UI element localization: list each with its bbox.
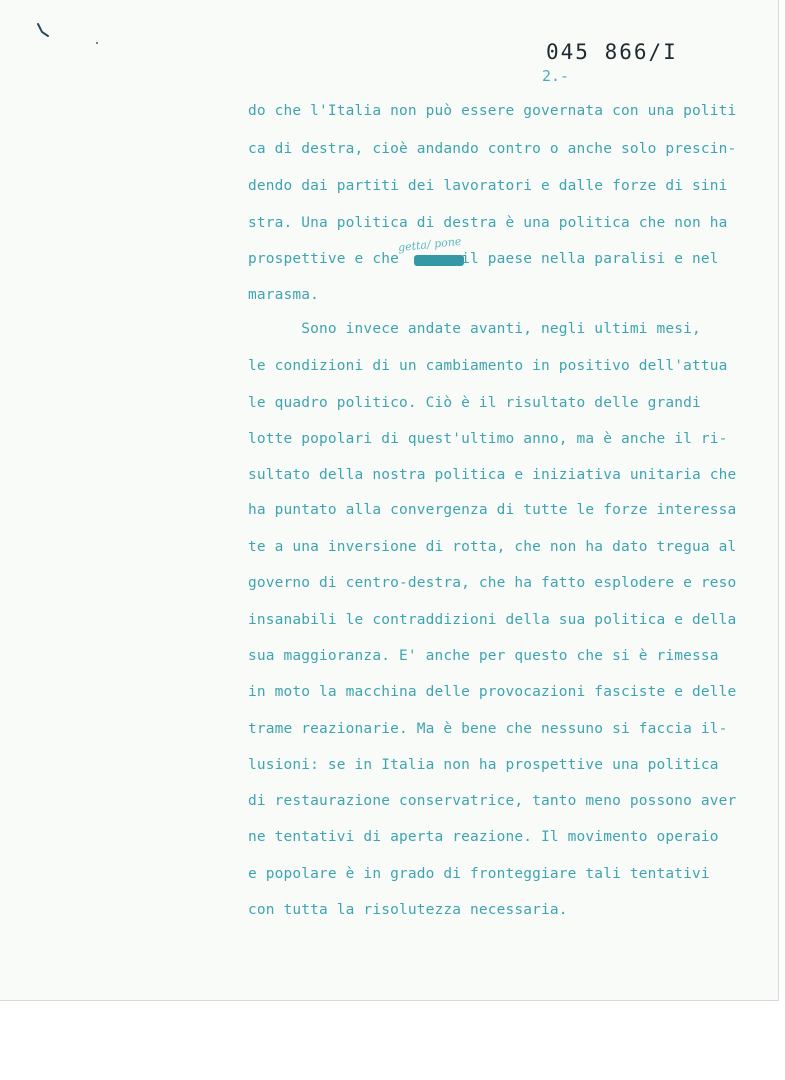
text-line: e popolare è in grado di fronteggiare tali tentativi [248,866,710,882]
text-line: di restaurazione conservatrice, tanto meno possono aver [248,793,737,809]
text-line: governo di centro-destra, che ha fatto esplodere e reso [248,575,737,591]
text-line: dendo dai partiti dei lavoratori e dalle forze di sini [248,178,728,194]
text-line: do che l'Italia non può essere governata con una politi [248,103,737,119]
document-number: 045 866/I [546,40,678,64]
text-line: insanabili le contraddizioni della sua politica e della [248,612,737,628]
text-line: sua maggioranza. E' anche per questo che si è rimessa [248,648,719,664]
page-number: 2.- [542,67,570,85]
handwritten-correction: getta/ pone [397,234,462,255]
pen-mark-icon [36,22,50,38]
text-line: in moto la macchina delle provocazioni fasciste e delle [248,684,737,700]
text-line: stra. Una politica di destra è una politica che non ha [248,215,728,231]
text-line: con tutta la risolutezza necessaria. [248,902,568,918]
text-line: lusioni: se in Italia non ha prospettive una politica [248,757,719,773]
text-line: prospettive e che il paese nella paralisi e nel [248,251,719,267]
text-line: le quadro politico. Ciò è il risultato delle grandi [248,395,701,411]
text-line: te a una inversione di rotta, che non ha dato tregua al [248,539,737,555]
text-line: ha puntato alla convergenza di tutte le forze interessa [248,502,737,518]
text-line: marasma. [248,287,320,303]
text-line: ne tentativi di aperta reazione. Il movimento operaio [248,829,719,845]
speck [96,42,98,44]
text-line: Sono invece andate avanti, negli ultimi mesi, [248,321,701,337]
text-line: sultato della nostra politica e iniziativa unitaria che [248,467,737,483]
text-line: trame reazionarie. Ma è bene che nessuno si faccia il- [248,721,728,737]
text-line: lotte popolari di quest'ultimo anno, ma è anche il ri- [248,431,728,447]
text-line: ca di destra, cioè andando contro o anche solo prescin- [248,141,737,157]
text-line: le condizioni di un cambiamento in positivo dell'attua [248,358,728,374]
